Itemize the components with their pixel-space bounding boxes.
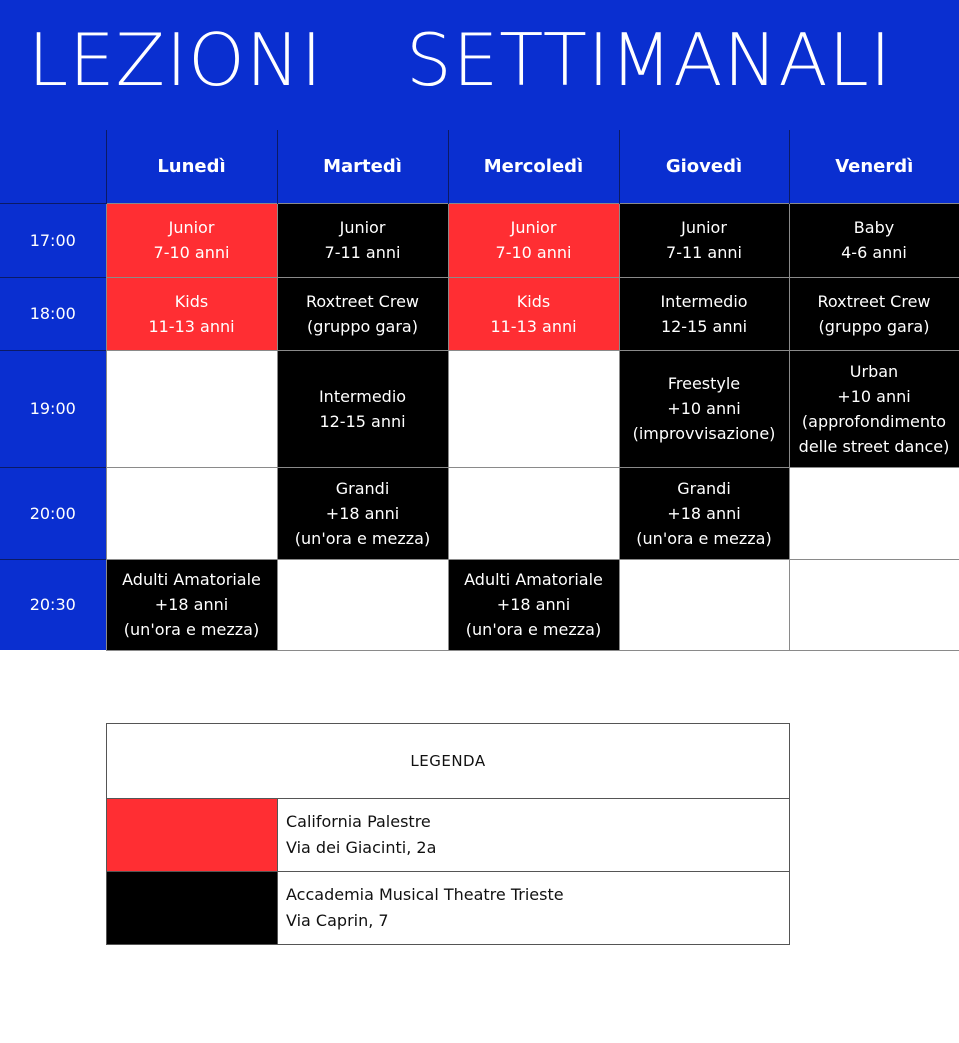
empty-cell xyxy=(619,559,789,650)
empty-cell xyxy=(277,559,448,650)
lesson-line: (un'ora e mezza) xyxy=(294,528,431,548)
legend-header-row xyxy=(107,724,790,799)
lesson-line: +18 anni xyxy=(154,595,229,614)
day-header: Venerdì xyxy=(789,130,959,203)
legend-swatch xyxy=(107,799,278,872)
lesson-line: Roxtreet Crew xyxy=(305,291,420,311)
time-label: 20:00 xyxy=(0,467,106,559)
lesson-cell xyxy=(448,277,619,350)
lesson-cell xyxy=(277,277,448,350)
empty-cell xyxy=(106,350,277,467)
lesson-line: 12-15 anni xyxy=(319,411,406,431)
day-header: Mercoledì xyxy=(448,130,619,203)
lesson-line: 11-13 anni xyxy=(490,316,577,336)
lesson-cell xyxy=(106,559,277,650)
lesson-line: Adulti Amatoriale xyxy=(122,570,261,589)
corner-cell xyxy=(0,130,106,203)
location-name: California Palestre xyxy=(286,812,431,831)
lesson-line: +18 anni xyxy=(667,503,741,523)
lesson-cell xyxy=(789,203,959,277)
lesson-line: (gruppo gara) xyxy=(818,316,930,336)
lesson-line: 7-10 anni xyxy=(153,243,230,262)
legend-table xyxy=(106,723,790,945)
lesson-cell xyxy=(619,467,789,559)
lesson-line: Grandi xyxy=(335,478,390,498)
lesson-line: Intermedio xyxy=(660,291,748,311)
legend-row xyxy=(107,872,790,945)
time-label: 20:30 xyxy=(0,559,106,650)
lesson-line: 7-10 anni xyxy=(495,243,572,262)
lesson-line: Intermedio xyxy=(318,386,407,406)
lesson-line: Urban xyxy=(849,361,899,381)
schedule-row xyxy=(0,559,959,650)
schedule-row xyxy=(0,350,959,467)
lesson-line: 4-6 anni xyxy=(841,243,907,262)
schedule-row xyxy=(0,467,959,559)
lesson-cell xyxy=(619,203,789,277)
empty-cell xyxy=(106,467,277,559)
lesson-line: 11-13 anni xyxy=(148,316,235,336)
location-address: Via Caprin, 7 xyxy=(286,911,389,930)
lesson-line: Adulti Amatoriale xyxy=(464,570,603,589)
day-header: Lunedì xyxy=(106,130,277,203)
weekly-schedule-table xyxy=(0,130,959,651)
legend-swatch xyxy=(107,872,278,945)
location-address: Via dei Giacinti, 2a xyxy=(286,838,437,857)
lesson-cell xyxy=(619,350,789,467)
time-label: 17:00 xyxy=(0,203,106,277)
lesson-line: Junior xyxy=(681,218,727,237)
lesson-cell xyxy=(277,203,448,277)
lesson-line: (un'ora e mezza) xyxy=(636,528,772,548)
lesson-line: (gruppo gara) xyxy=(307,316,418,336)
lesson-cell xyxy=(106,277,277,350)
empty-cell xyxy=(789,467,959,559)
lesson-line: +10 anni xyxy=(837,386,911,406)
lesson-cell xyxy=(277,467,448,559)
lesson-line: +10 anni xyxy=(667,399,741,418)
lesson-line: Junior xyxy=(168,218,215,237)
lesson-line: Junior xyxy=(510,218,557,237)
lesson-line: (approfondimento xyxy=(801,411,947,431)
page-title-word-1: LEZIONI xyxy=(28,18,323,102)
legend-description xyxy=(278,799,790,872)
lesson-line: delle street dance) xyxy=(798,436,950,456)
lesson-line: 7-11 anni xyxy=(324,243,401,262)
time-label: 19:00 xyxy=(0,350,106,467)
day-header-row xyxy=(0,130,959,203)
lesson-line: 7-11 anni xyxy=(666,243,742,262)
lesson-line: (un'ora e mezza) xyxy=(465,620,602,639)
empty-cell xyxy=(448,467,619,559)
lesson-cell xyxy=(448,559,619,650)
empty-cell xyxy=(789,559,959,650)
lesson-line: 12-15 anni xyxy=(660,316,748,336)
lesson-line: +18 anni xyxy=(496,595,571,614)
legend-title: LEGENDA xyxy=(107,724,790,799)
legend-description xyxy=(278,872,790,945)
lesson-line: +18 anni xyxy=(325,503,400,523)
lesson-line: Kids xyxy=(516,291,551,311)
schedule-row xyxy=(0,203,959,277)
schedule-row xyxy=(0,277,959,350)
lesson-line: Freestyle xyxy=(667,374,741,393)
day-header: Giovedì xyxy=(619,130,789,203)
lesson-cell xyxy=(619,277,789,350)
lesson-line: (un'ora e mezza) xyxy=(123,620,260,639)
empty-cell xyxy=(448,350,619,467)
lesson-line: Baby xyxy=(853,218,895,237)
lesson-line: Roxtreet Crew xyxy=(817,291,931,311)
lesson-cell xyxy=(448,203,619,277)
lesson-cell xyxy=(106,203,277,277)
time-label: 18:00 xyxy=(0,277,106,350)
lesson-line: Kids xyxy=(174,291,209,311)
day-header: Martedì xyxy=(277,130,448,203)
lesson-line: Junior xyxy=(339,218,386,237)
page-title-word-2: SETTIMANALI xyxy=(406,18,892,102)
header-banner xyxy=(0,0,959,130)
lesson-cell xyxy=(789,350,959,467)
lesson-line: Grandi xyxy=(677,478,731,498)
lesson-line: (improvvisazione) xyxy=(632,424,776,443)
lesson-cell xyxy=(277,350,448,467)
location-name: Accademia Musical Theatre Trieste xyxy=(286,885,564,904)
lesson-cell xyxy=(789,277,959,350)
legend-row xyxy=(107,799,790,872)
